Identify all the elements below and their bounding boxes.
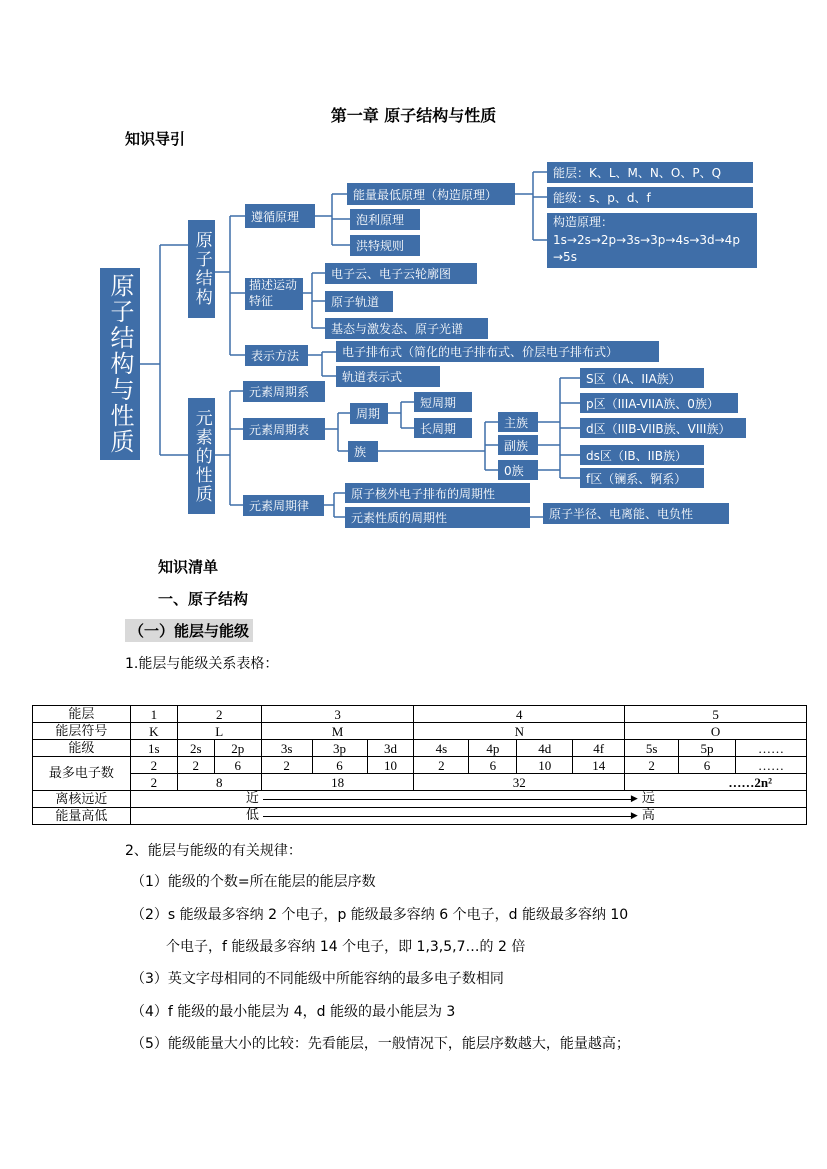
row-label: 最多电子数 [33,757,131,791]
node-periodic-law: 元素周期律 [243,495,324,516]
row-label: 能层 [33,706,131,723]
table-caption: 1.能层与能级关系表格： [125,656,279,672]
table-cell: 4 [414,706,625,723]
row-label: 离核远近 [33,791,131,808]
table-cell: O [625,723,807,740]
table-cell: 5p [679,740,736,757]
energy-level-table [32,705,807,825]
table-cell: 8 [177,774,261,791]
rule-item: （3）英文字母相同的不同能级中所能容纳的最多电子数相同 [131,971,504,987]
table-cell: K [130,723,177,740]
node-group: 族 [348,441,378,462]
table-cell: 10 [367,757,414,774]
node-describe-motion: 描述运动特征 [245,278,303,310]
table-cell: 4f [573,740,625,757]
rule-item: （4）f 能级的最小能层为 4，d 能级的最小能层为 3 [131,1004,456,1020]
low-label: 低 [245,808,259,823]
node-periodic-table: 元素周期表 [243,418,325,440]
node-hund: 洪特规则 [350,235,420,256]
table-row [33,808,807,825]
table-cell: L [177,723,261,740]
table-cell: …… [736,757,807,774]
table-cell: 6 [469,757,517,774]
section-list-heading: 知识清单 [158,558,219,576]
rule-item-continued: 个电子，f 能级最多容纳 14 个电子，即 1,3,5,7…的 2 倍 [166,939,526,955]
node-element-properties: 元素的性质 [188,398,215,514]
near-label: 近 [245,791,259,806]
table-cell: 10 [517,757,573,774]
table-cell: 3s [261,740,312,757]
node-electron-config: 电子排布式（简化的电子排布式、价层电子排布式） [336,341,659,362]
part-one-heading: 一、原子结构 [158,590,249,608]
node-period: 周期 [350,403,388,424]
table-cell: 2 [261,757,312,774]
table-row [33,723,807,740]
arrow-line [263,799,633,800]
energy-cell [130,808,806,825]
table-cell: 6 [679,757,736,774]
node-s-block: S区（IA、IIA族） [580,368,704,388]
table-row [33,706,807,723]
root-node: 原子结构与性质 [100,268,140,460]
node-f-block: f区（镧系、锕系） [580,468,704,488]
row-label: 能级 [33,740,131,757]
node-aufbau-principle: 构造原理： 1s→2s→2p→3s→3p→4s→3d→4p →5s [547,213,757,268]
distance-cell [130,791,806,808]
node-short-period: 短周期 [414,392,472,412]
node-orbital-diagram: 轨道表示式 [336,366,440,387]
table-cell: 2p [214,740,261,757]
node-energy-levels: 能级：s、p、d、f [547,187,753,208]
table-cell: 4d [517,740,573,757]
arrow-head-icon: ▶ [630,793,638,803]
node-radius-ionization: 原子半径、电离能、电负性 [543,503,729,524]
table-cell: 1 [130,706,177,723]
table-cell: 2 [177,757,214,774]
row-label: 能量高低 [33,808,131,825]
rule-item: （1）能级的个数=所在能层的能层序数 [131,874,376,890]
node-property-periodicity: 元素性质的周期性 [345,507,530,528]
table-cell: 32 [414,774,625,791]
table-cell: 2 [414,757,469,774]
rule-item: （5）能级能量大小的比较：先看能层，一般情况下，能层序数越大，能量越高； [131,1036,630,1052]
table-cell: 2 [130,757,177,774]
node-periodic-system: 元素周期系 [243,381,325,402]
table-cell: 3d [367,740,414,757]
node-ground-excited: 基态与激发态、原子光谱 [325,318,488,339]
table-cell: 6 [312,757,367,774]
node-extranuclear-periodicity: 原子核外电子排布的周期性 [345,483,530,503]
table-cell: 2 [625,757,679,774]
table-cell: N [414,723,625,740]
table-cell: 5 [625,706,807,723]
table-cell: M [261,723,414,740]
table-cell: …… [736,740,807,757]
far-label: 远 [641,791,655,806]
table-cell: 3p [312,740,367,757]
node-sub-group: 副族 [498,435,538,455]
table-cell: 2 [177,706,261,723]
table-cell: 4s [414,740,469,757]
sub-one-heading: （一）能层与能级 [125,619,253,642]
page-title: 第一章 原子结构与性质 [330,106,497,125]
table-row [33,774,807,791]
table-cell: 14 [573,757,625,774]
table-row [33,791,807,808]
node-energy-min: 能量最低原理（构造原理） [347,183,515,205]
table-cell: 2 [130,774,177,791]
rule-item: （2）s 能级最多容纳 2 个电子，p 能级最多容纳 6 个电子，d 能级最多容纳 10 [131,907,629,923]
node-electron-cloud: 电子云、电子云轮廓图 [325,263,477,284]
arrow-head-icon: ▶ [630,810,638,820]
high-label: 高 [641,808,655,823]
table-cell: 3 [261,706,414,723]
table-cell: 4p [469,740,517,757]
node-representation: 表示方法 [245,345,308,366]
node-pauli: 泡利原理 [350,209,420,230]
node-energy-layers: 能层：K、L、M、N、O、P、Q [547,162,753,183]
table-cell: 2s [177,740,214,757]
node-long-period: 长周期 [414,418,472,438]
arrow-line [263,816,633,817]
node-p-block: p区（IIIA-VIIA族、0族） [580,393,738,413]
node-d-block: d区（IIIB-VIIB族、VIII族） [580,418,746,438]
table-cell: 6 [214,757,261,774]
node-zero-group: 0族 [498,460,538,480]
node-atomic-orbital: 原子轨道 [325,291,393,312]
table-cell: 18 [261,774,414,791]
table-cell: 1s [130,740,177,757]
section-guide-heading: 知识导引 [125,130,186,148]
table-cell: ……2n² [625,774,807,791]
node-ds-block: ds区（IB、IIB族） [580,445,704,465]
table-cell: 5s [625,740,679,757]
row-label: 能层符号 [33,723,131,740]
table-row [33,757,807,774]
node-follow-principles: 遵循原理 [245,204,315,228]
node-atom-structure: 原子结构 [188,220,215,318]
rules-title: 2、能层与能级的有关规律： [125,843,302,859]
node-main-group: 主族 [498,412,538,432]
table-row [33,740,807,757]
